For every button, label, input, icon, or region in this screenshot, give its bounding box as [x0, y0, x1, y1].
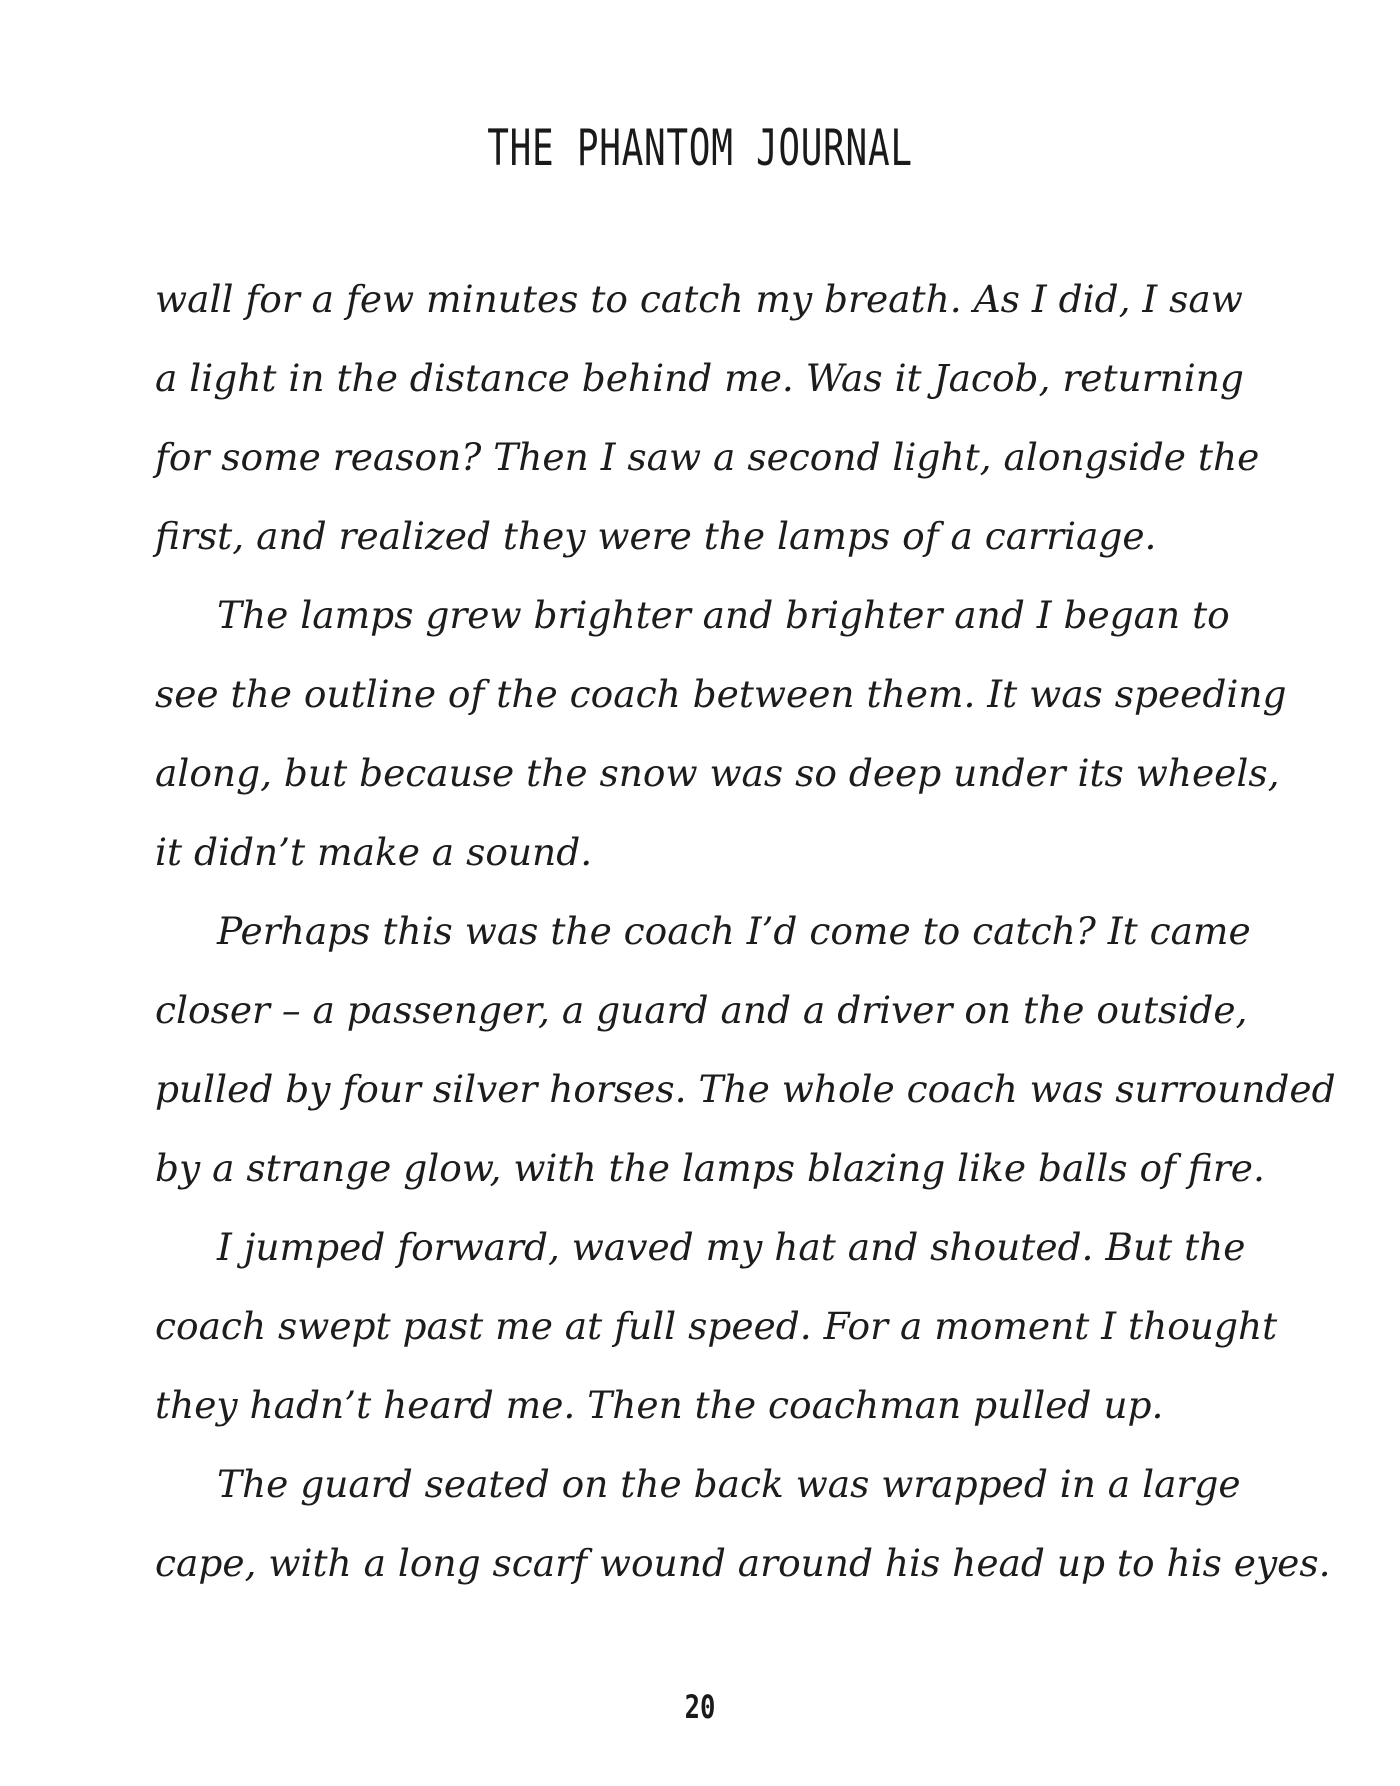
text-line: along, but because the snow was so deep under its wheels,: [155, 751, 1280, 795]
text-line: by a strange glow, with the lamps blazing like balls of fire.: [155, 1146, 1265, 1190]
text-line: wall for a few minutes to catch my breath. As I did, I saw: [155, 277, 1243, 321]
text-line: see the outline of the coach between them. It was speeding: [155, 672, 1287, 716]
text-line: they hadn’t heard me. Then the coachman pulled up.: [155, 1383, 1164, 1427]
text-line: it didn’t make a sound.: [155, 830, 593, 874]
text-line: The guard seated on the back was wrapped in a large: [217, 1462, 1241, 1506]
text-line: coach swept past me at full speed. For a moment I thought: [155, 1304, 1278, 1348]
text-line: cape, with a long scarf wound around his head up to his eyes.: [155, 1541, 1331, 1585]
text-line: first, and realized they were the lamps of a carriage.: [155, 514, 1157, 558]
text-line: pulled by four silver horses. The whole coach was surrounded: [155, 1067, 1336, 1111]
text-line: closer – a passenger, a guard and a driver on the outside,: [155, 988, 1248, 1032]
text-line: a light in the distance behind me. Was it Jacob, returning: [155, 356, 1244, 400]
body-text: [155, 260, 1336, 1603]
text-line: Perhaps this was the coach I’d come to catch? It came: [217, 909, 1251, 953]
text-line: I jumped forward, waved my hat and shouted. But the: [217, 1225, 1246, 1269]
text-line: for some reason? Then I saw a second light, alongside the: [155, 435, 1260, 479]
running-head: THE PHANTOM JOURNAL: [487, 119, 913, 177]
page-number: 20: [684, 1688, 716, 1726]
text-line: The lamps grew brighter and brighter and I began to: [217, 593, 1230, 637]
